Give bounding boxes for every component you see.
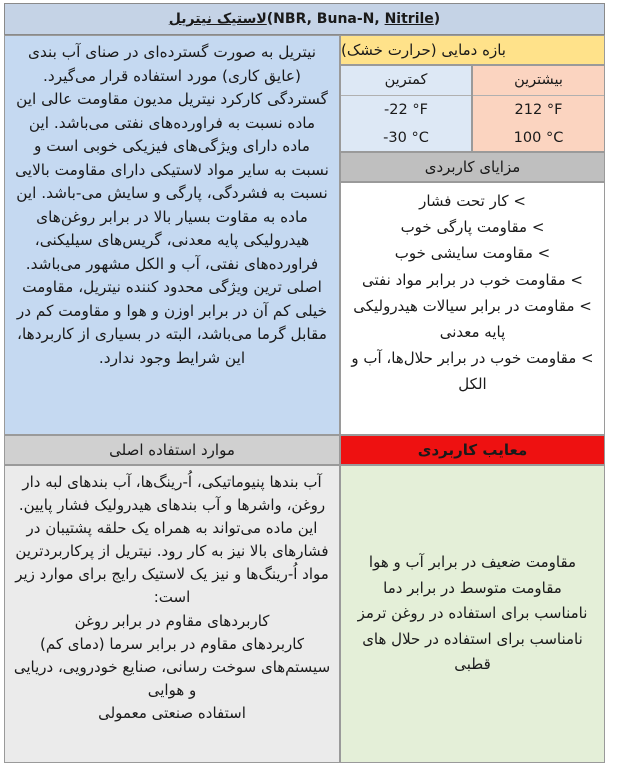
main-use-item: سیستم‌های سوخت رسانی، صنایع خودرویی، دریایی و هوایی: [13, 657, 331, 699]
disadvantages-heading: معایب کاربردی: [340, 435, 605, 465]
advantage-item: > کار تحت فشار: [419, 192, 526, 210]
advantages-list: [340, 182, 605, 435]
description-paragraph: اصلی ترین ویژگی محدود کننده نیتریل، مقاومت خیلی کم آن در برابر اوزن و هوا و مقاومت کم در مقابل گرما می‌باشد، البته در بسیاری از کاربردها، این شرایط وجود ندارد.: [16, 278, 328, 367]
main-use-item: کاربردهای مقاوم در برابر سرما (دمای کم): [40, 634, 304, 653]
advantages-heading: مزایای کاربردی: [340, 152, 605, 182]
title-nitrile-link[interactable]: Nitrile: [384, 11, 434, 27]
advantage-item: > مقاومت پارگی خوب: [400, 218, 545, 237]
advantage-item: > مقاومت خوب در برابر حلال‌ها، آب و الکل: [351, 349, 594, 394]
main-uses-panel: [4, 465, 340, 763]
min-temperature-fahrenheit: -22 °F: [384, 102, 428, 118]
title-latin-prefix: (NBR, Buna-N,: [266, 11, 385, 27]
max-temperature-fahrenheit: 212 °F: [514, 102, 563, 118]
title-latin: [267, 11, 440, 27]
min-temperature-celsius: -30 °C: [383, 130, 429, 146]
page-title: [4, 3, 605, 35]
description-paragraph: نیتریل به صورت گسترده‌ای در صنای آب بندی (عایق کاری) مورد استفاده قرار می‌گیرد.: [28, 43, 316, 85]
min-temperature-label: کمترین: [341, 66, 471, 96]
description-paragraph: گستردگی کارکرد نیتریل مدیون مقاومت عالی این ماده نسبت به فراورده‌های نفتی می‌باشد. این ماده دارای ویژگی‌های فیزیکی خوبی است و نسبت به سایر مواد لاستیکی دارای مقاومت بالایی نسبت به فشردگی، پارگی و سایش می-باشد. این ماده به مقاوت بسیار بالا در برابر روغن‌های هیدرولیکی پایه معدنی، گریس‌های سیلیکنی، فراورده‌های نفتی، آب و الکل مشهور می‌باشد.: [15, 90, 329, 273]
title-persian: لاستیک نیتریل: [168, 11, 267, 27]
advantage-item: > مقاومت سایشی خوب: [394, 244, 551, 263]
disadvantage-item: مقاومت ضعیف در برابر آب و هوا: [368, 553, 577, 572]
advantage-item: > مقاومت در برابر سیالات هیدرولیکی پایه معدنی: [353, 296, 592, 342]
disadvantage-item: نامناسب برای استفاده در حلال های قطبی: [362, 629, 583, 674]
disadvantage-item: مقاومت متوسط در برابر دما: [383, 578, 562, 597]
main-use-item: استفاده صنعتی معمولی: [98, 703, 246, 722]
disadvantage-item: نامناسب برای استفاده در روغن ترمز: [357, 604, 588, 623]
title-latin-suffix: ): [433, 11, 441, 27]
max-temperature-celsius: 100 °C: [513, 130, 564, 146]
disadvantages-panel: [340, 465, 605, 763]
max-temperature-label: بیشترین: [473, 66, 604, 96]
max-temperature-column: [472, 65, 605, 152]
main-uses-heading: موارد استفاده اصلی: [4, 435, 340, 465]
temperature-table: [340, 65, 605, 152]
main-use-item: کاربردهای مقاوم در برابر روغن: [74, 611, 270, 630]
main-uses-intro: آب بندها پنیوماتیکی، اُ-رینگ‌ها، آب بندهای لبه دار روغن، واشرها و آب بندهای هیدرولیک فشار پایین. این ماده می‌تواند به همراه یک حلقه پشتیبان در فشارهای بالا نیز به کار رود. نیتریل از پرکاربردترین مواد اُ-رینگ‌ها و نیز یک لاستیک رایج برای موارد زیر است:: [15, 473, 329, 607]
min-temperature-column: [340, 65, 472, 152]
description-panel: [4, 35, 340, 435]
temperature-range-heading: بازه دمایی (حرارت خشک): [340, 35, 605, 65]
advantage-item: > مقاومت خوب در برابر مواد نفتی: [362, 270, 583, 289]
